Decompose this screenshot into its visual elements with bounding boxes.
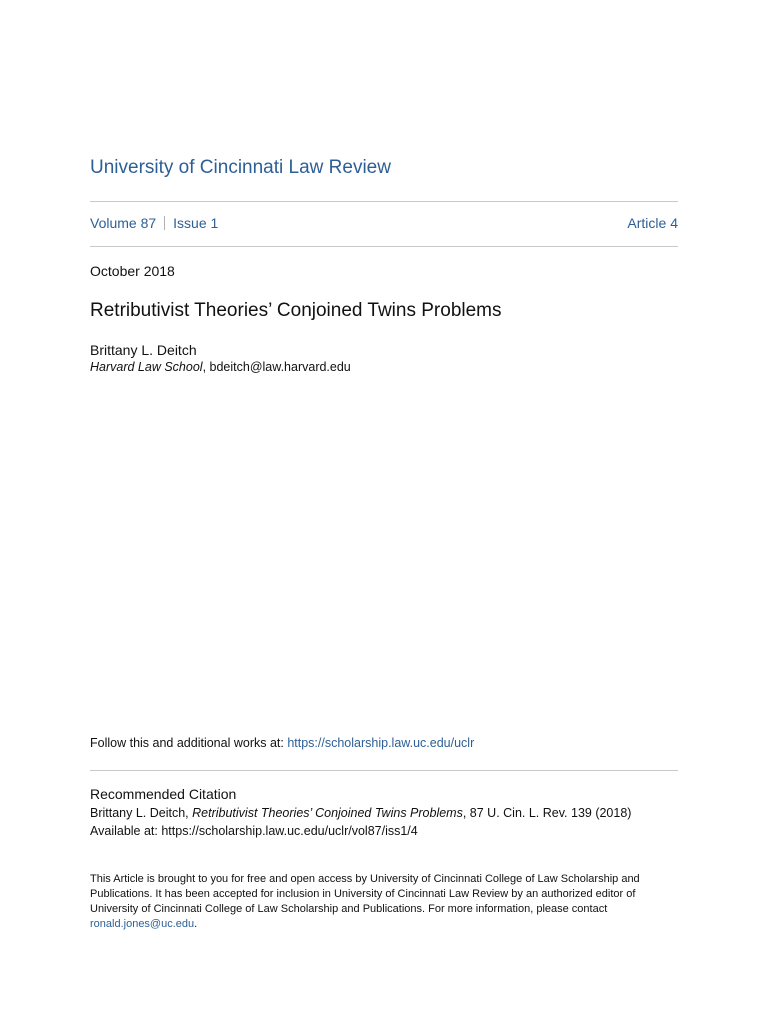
notice-line-1: This Article is brought to you for free and open access by University of Cincinnati College of Law Scholarship and (90, 873, 640, 885)
follow-text: Follow this and additional works at: (90, 736, 288, 750)
article-number-link[interactable]: Article 4 (627, 215, 678, 231)
divider-citation (90, 770, 678, 771)
notice-line-3: University of Cincinnati College of Law Scholarship and Publications. For more information, please contact (90, 903, 608, 915)
notice-line-4 (90, 917, 670, 932)
citation-source: , 87 U. Cin. L. Rev. 139 (2018) (462, 806, 632, 820)
citation-text (90, 806, 631, 820)
follow-statement (90, 736, 474, 750)
publication-date: October 2018 (90, 263, 175, 279)
divider-issue (90, 246, 678, 247)
volume-link[interactable]: Volume 87 (90, 215, 157, 231)
notice-period: . (194, 918, 198, 930)
citation-title: Retributivist Theories’ Conjoined Twins Problems (192, 806, 463, 820)
notice-line-2: Publications. It has been accepted for inclusion in University of Cincinnati Law Review by an authorized editor of (90, 888, 636, 900)
issue-info-row (90, 214, 678, 232)
author-affiliation (90, 360, 351, 374)
article-title: Retributivist Theories’ Conjoined Twins Problems (90, 300, 502, 321)
issue-link[interactable]: Issue 1 (173, 215, 219, 231)
journal-title-link[interactable]: University of Cincinnati Law Review (90, 157, 391, 178)
repository-link[interactable]: https://scholarship.law.uc.edu/uclr (287, 736, 475, 750)
author-email: , bdeitch@law.harvard.edu (202, 360, 351, 374)
access-notice (90, 872, 670, 932)
citation-available-at: Available at: https://scholarship.law.uc.edu/uclr/vol87/iss1/4 (90, 824, 418, 838)
issue-separator (164, 216, 165, 230)
contact-email-link[interactable]: ronald.jones@uc.edu (90, 918, 195, 930)
cover-page (90, 0, 678, 1024)
recommended-citation-heading: Recommended Citation (90, 786, 237, 802)
citation-author: Brittany L. Deitch, (90, 806, 193, 820)
author-institution: Harvard Law School (90, 360, 203, 374)
author-name: Brittany L. Deitch (90, 342, 197, 358)
divider-top (90, 201, 678, 202)
